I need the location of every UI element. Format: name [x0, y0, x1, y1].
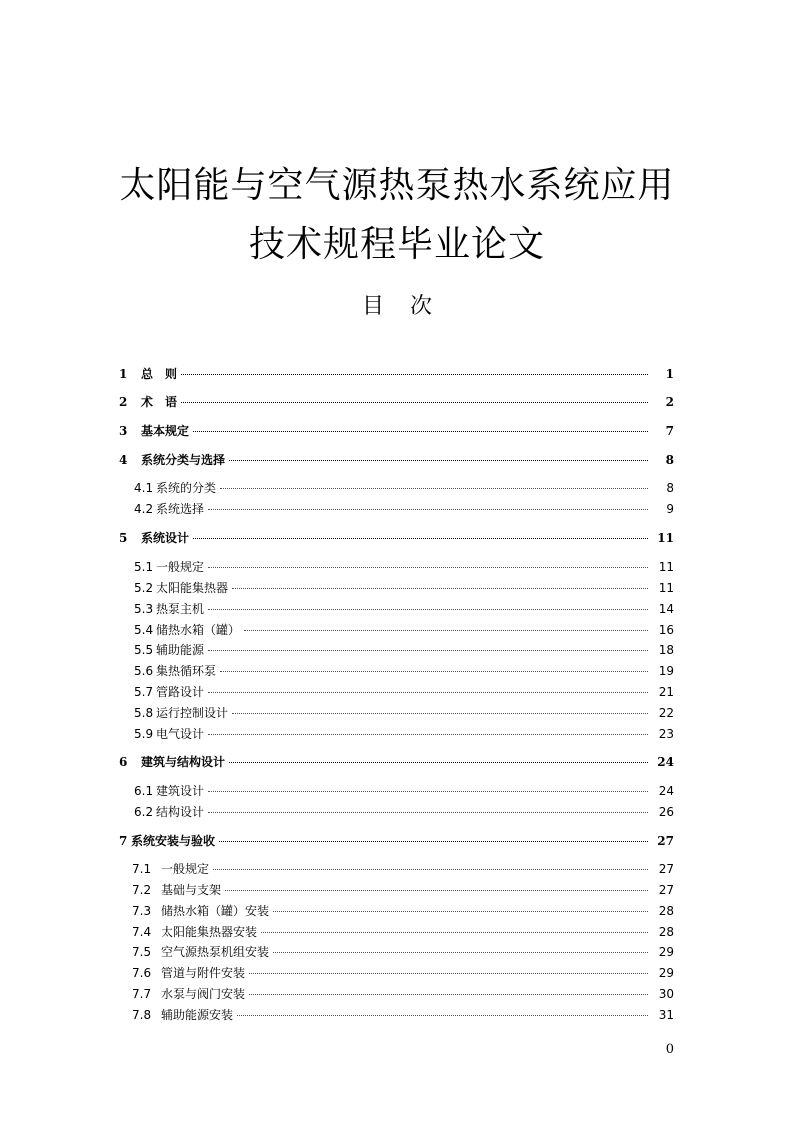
toc-entry-title: 基本规定	[141, 424, 190, 438]
toc-entry-page: 29	[658, 966, 674, 980]
toc-entry-page: 24	[658, 784, 674, 798]
toc-entry-page: 21	[658, 685, 674, 699]
toc-dot-leader	[229, 460, 648, 461]
toc-section-entry	[132, 965, 674, 981]
toc-section-entry	[134, 783, 674, 799]
toc-entry-number: 4	[119, 453, 128, 467]
toc-section-entry	[132, 924, 674, 940]
toc-entry-title: 集热循环泵	[156, 664, 217, 678]
toc-entry-page: 23	[658, 727, 674, 741]
toc-section-entry	[134, 601, 674, 617]
toc-entry-number: 5.7	[134, 685, 154, 699]
toc-entry-title: 建筑与结构设计	[141, 755, 226, 769]
toc-entry-title: 储热水箱（罐）	[156, 623, 241, 637]
toc-entry-number: 6	[119, 755, 128, 769]
toc-dot-leader	[219, 841, 648, 842]
toc-dot-leader	[237, 1015, 648, 1016]
toc-dot-leader	[208, 509, 648, 510]
toc-entry-title: 系统分类与选择	[141, 453, 226, 467]
toc-dot-leader	[208, 692, 648, 693]
toc-entry-number: 1	[119, 367, 128, 381]
toc-heading-char: 次	[410, 294, 433, 319]
toc-chapter-entry	[119, 530, 674, 546]
toc-entry-title: 热泵主机	[156, 602, 205, 616]
toc-dot-leader	[208, 812, 648, 813]
toc-dot-leader	[249, 994, 648, 995]
toc-section-entry	[134, 642, 674, 658]
toc-dot-leader	[232, 713, 648, 714]
toc-heading	[0, 292, 794, 322]
toc-entry-title: 辅助能源安装	[161, 1008, 234, 1022]
toc-entry-page: 30	[658, 987, 674, 1001]
toc-entry-page: 8	[665, 453, 674, 467]
toc-entry-title: 术 语	[141, 395, 178, 409]
toc-dot-leader	[273, 911, 648, 912]
toc-dot-leader	[261, 932, 648, 933]
toc-entry-title: 系统选择	[156, 502, 205, 516]
toc-section-entry	[134, 684, 674, 700]
toc-entry-title: 水泵与阀门安装	[161, 987, 246, 1001]
toc-dot-leader	[273, 952, 648, 953]
toc-entry-number: 2	[119, 395, 128, 409]
toc-entry-number: 5.1	[134, 560, 154, 574]
toc-section-entry	[134, 559, 674, 575]
toc-section-entry	[134, 480, 674, 496]
toc-entry-page: 8	[666, 481, 674, 495]
toc-dot-leader	[229, 762, 648, 763]
toc-entry-title: 结构设计	[156, 805, 205, 819]
toc-entry-page: 27	[657, 834, 674, 848]
toc-chapter-entry	[119, 423, 674, 439]
toc-entry-number: 5.9	[134, 727, 154, 741]
toc-entry-page: 9	[666, 502, 674, 516]
toc-section-entry	[132, 944, 674, 960]
toc-entry-number: 5.4	[134, 623, 154, 637]
toc-section-entry	[134, 804, 674, 820]
toc-entry-number: 3	[119, 424, 128, 438]
toc-entry-title: 管路设计	[156, 685, 205, 699]
toc-entry-page: 27	[658, 883, 674, 897]
toc-entry-page: 28	[658, 925, 674, 939]
toc-dot-leader	[181, 402, 648, 403]
toc-dot-leader	[193, 538, 648, 539]
toc-entry-number: 4.2	[134, 502, 154, 516]
toc-section-entry	[134, 705, 674, 721]
toc-entry-number: 6.1	[134, 784, 154, 798]
toc-section-entry	[134, 663, 674, 679]
toc-dot-leader	[213, 869, 648, 870]
toc-dot-leader	[208, 734, 648, 735]
toc-entry-number: 5.3	[134, 602, 154, 616]
toc-section-entry	[132, 882, 674, 898]
toc-chapter-entry	[119, 833, 674, 849]
toc-entry-number: 7.6	[132, 966, 152, 980]
toc-dot-leader	[225, 890, 648, 891]
toc-entry-number: 7.4	[132, 925, 152, 939]
toc-entry-number: 5	[119, 531, 128, 545]
toc-entry-page: 27	[658, 862, 674, 876]
toc-dot-leader	[193, 431, 648, 432]
toc-entry-title: 太阳能集热器安装	[161, 925, 258, 939]
toc-entry-title: 辅助能源	[156, 643, 205, 657]
toc-dot-leader	[249, 973, 648, 974]
toc-entry-number: 7.2	[132, 883, 152, 897]
toc-dot-leader	[220, 671, 648, 672]
toc-chapter-entry	[119, 394, 674, 410]
toc-entry-number: 5.5	[134, 643, 154, 657]
toc-entry-title: 总 则	[141, 367, 178, 381]
page-number: 0	[665, 1042, 674, 1057]
toc-entry-number: 5.2	[134, 581, 154, 595]
toc-entry-page: 31	[658, 1008, 674, 1022]
toc-dot-leader	[244, 630, 648, 631]
toc-entry-number: 5.6	[134, 664, 154, 678]
toc-entry-number: 7.3	[132, 904, 152, 918]
toc-entry-title: 太阳能集热器	[156, 581, 229, 595]
toc-entry-page: 16	[658, 623, 674, 637]
toc-entry-page: 22	[658, 706, 674, 720]
toc-section-entry	[134, 622, 674, 638]
toc-entry-title: 管道与附件安装	[161, 966, 246, 980]
toc-section-entry	[134, 501, 674, 517]
toc-entry-number: 7.8	[132, 1008, 152, 1022]
toc-chapter-entry	[119, 754, 674, 770]
toc-dot-leader	[208, 791, 648, 792]
toc-entry-title: 储热水箱（罐）安装	[161, 904, 270, 918]
document-title-line-1: 太阳能与空气源热泵热水系统应用	[119, 165, 675, 207]
toc-entry-page: 2	[665, 395, 674, 409]
toc-entry-page: 29	[658, 945, 674, 959]
toc-entry-title: 一般规定	[161, 862, 210, 876]
toc-entry-title: 一般规定	[156, 560, 205, 574]
toc-entry-page: 1	[665, 367, 674, 381]
toc-dot-leader	[208, 650, 648, 651]
toc-dot-leader	[181, 374, 648, 375]
toc-entry-title: 系统的分类	[156, 481, 217, 495]
toc-chapter-entry	[119, 366, 674, 382]
toc-entry-page: 26	[658, 805, 674, 819]
toc-entry-page: 11	[658, 560, 674, 574]
document-title-line-2: 技术规程毕业论文	[248, 224, 545, 266]
toc-entry-title: 系统安装与验收	[131, 834, 216, 848]
toc-dot-leader	[220, 488, 648, 489]
toc-entry-title: 系统设计	[141, 531, 190, 545]
toc-entry-page: 11	[658, 581, 674, 595]
toc-entry-number: 7.1	[132, 862, 152, 876]
toc-entry-page: 19	[658, 664, 674, 678]
toc-section-entry	[132, 903, 674, 919]
toc-entry-number: 5.8	[134, 706, 154, 720]
toc-entry-page: 11	[657, 531, 674, 545]
toc-entry-title: 运行控制设计	[156, 706, 229, 720]
toc-heading-char: 目	[361, 294, 384, 319]
toc-entry-page: 7	[665, 424, 674, 438]
toc-dot-leader	[208, 609, 648, 610]
toc-entry-number: 7	[119, 834, 128, 848]
toc-section-entry	[134, 580, 674, 596]
toc-chapter-entry	[119, 452, 674, 468]
toc-entry-title: 基础与支架	[161, 883, 222, 897]
toc-section-entry	[132, 986, 674, 1002]
toc-entry-page: 24	[657, 755, 674, 769]
toc-entry-number: 7.5	[132, 945, 152, 959]
toc-entry-page: 14	[658, 602, 674, 616]
toc-section-entry	[132, 1007, 674, 1023]
toc-entry-number: 7.7	[132, 987, 152, 1001]
toc-entry-page: 28	[658, 904, 674, 918]
toc-entry-number: 4.1	[134, 481, 154, 495]
toc-entry-title: 空气源热泵机组安装	[161, 945, 270, 959]
toc-section-entry	[132, 861, 674, 877]
toc-entry-page: 18	[658, 643, 674, 657]
toc-section-entry	[134, 726, 674, 742]
toc-dot-leader	[208, 567, 648, 568]
toc-entry-title: 建筑设计	[156, 784, 205, 798]
toc-dot-leader	[232, 588, 648, 589]
toc-entry-title: 电气设计	[156, 727, 205, 741]
toc-entry-number: 6.2	[134, 805, 154, 819]
